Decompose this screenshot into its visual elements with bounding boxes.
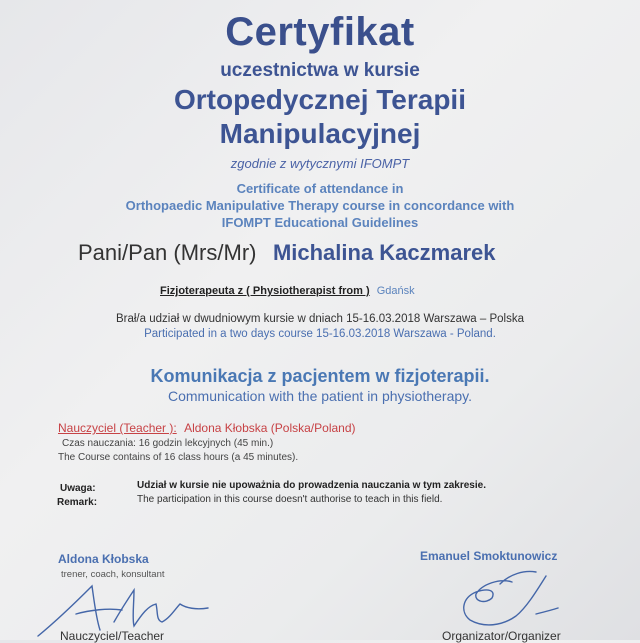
profession-city: Gdańsk xyxy=(376,285,415,297)
polish-subtitle: uczestnictwa w kursie xyxy=(220,60,420,81)
english-line-3: IFOMPT Educational Guidelines xyxy=(221,215,419,230)
topic-polish: Komunikacja z pacjentem w fizjoterapii. xyxy=(150,366,490,386)
certificate-title: Certyfikat xyxy=(225,10,415,54)
teacher-signature-caption: Nauczyciel/Teacher xyxy=(60,629,165,643)
profession-row xyxy=(160,285,415,297)
organizer-signature-caption: Organizator/Organizer xyxy=(442,629,561,643)
hours-polish: Czas nauczania: 16 godzin lekcyjnych (45 min.) xyxy=(62,438,274,449)
remark-label-english: Remark: xyxy=(57,497,98,508)
teacher-signatory-name: Aldona Kłobska xyxy=(58,552,149,566)
organizer-signature xyxy=(440,562,570,634)
participation-english: Participated in a two days course 15-16.03.2018 Warszawa - Poland. xyxy=(144,328,496,340)
polish-course-line-2: Manipulacyjnej xyxy=(219,118,421,149)
organizer-signatory-name: Emanuel Smoktunowicz xyxy=(420,549,558,563)
teacher-label: Nauczyciel (Teacher ): xyxy=(58,421,177,435)
teacher-signatory-role: trener, coach, konsultant xyxy=(61,569,165,580)
recipient-name: Michalina Kaczmarek xyxy=(272,240,496,265)
participation-polish: Brał/a udział w dwudniowym kursie w dniach 15-16.03.2018 Warszawa – Polska xyxy=(115,313,525,325)
profession-label: Fizjoterapeuta z ( Physiotherapist from ) xyxy=(160,285,370,297)
recipient-prefix: Pani/Pan (Mrs/Mr) xyxy=(78,240,257,265)
english-line-2: Orthopaedic Manipulative Therapy course in concordance with xyxy=(125,198,515,213)
english-line-1: Certificate of attendance in xyxy=(236,181,404,196)
polish-course-line-1: Ortopedycznej Terapii xyxy=(174,84,466,115)
teacher-row xyxy=(58,421,356,435)
remark-polish: Udział w kursie nie upoważnia do prowadzenia nauczania w tym zakresie. xyxy=(137,480,486,491)
teacher-name: Aldona Kłobska (Polska/Poland) xyxy=(184,421,356,435)
recipient-row xyxy=(78,240,495,266)
topic-english: Communication with the patient in physiotherapy. xyxy=(167,388,472,404)
remark-english: The participation in this course doesn't authorise to teach in this field. xyxy=(137,494,443,505)
hours-english: The Course contains of 16 class hours (a 45 minutes). xyxy=(58,452,299,463)
polish-guidelines: zgodnie z wytycznymi IFOMPT xyxy=(230,156,410,171)
remark-label-polish: Uwaga: xyxy=(60,483,96,494)
